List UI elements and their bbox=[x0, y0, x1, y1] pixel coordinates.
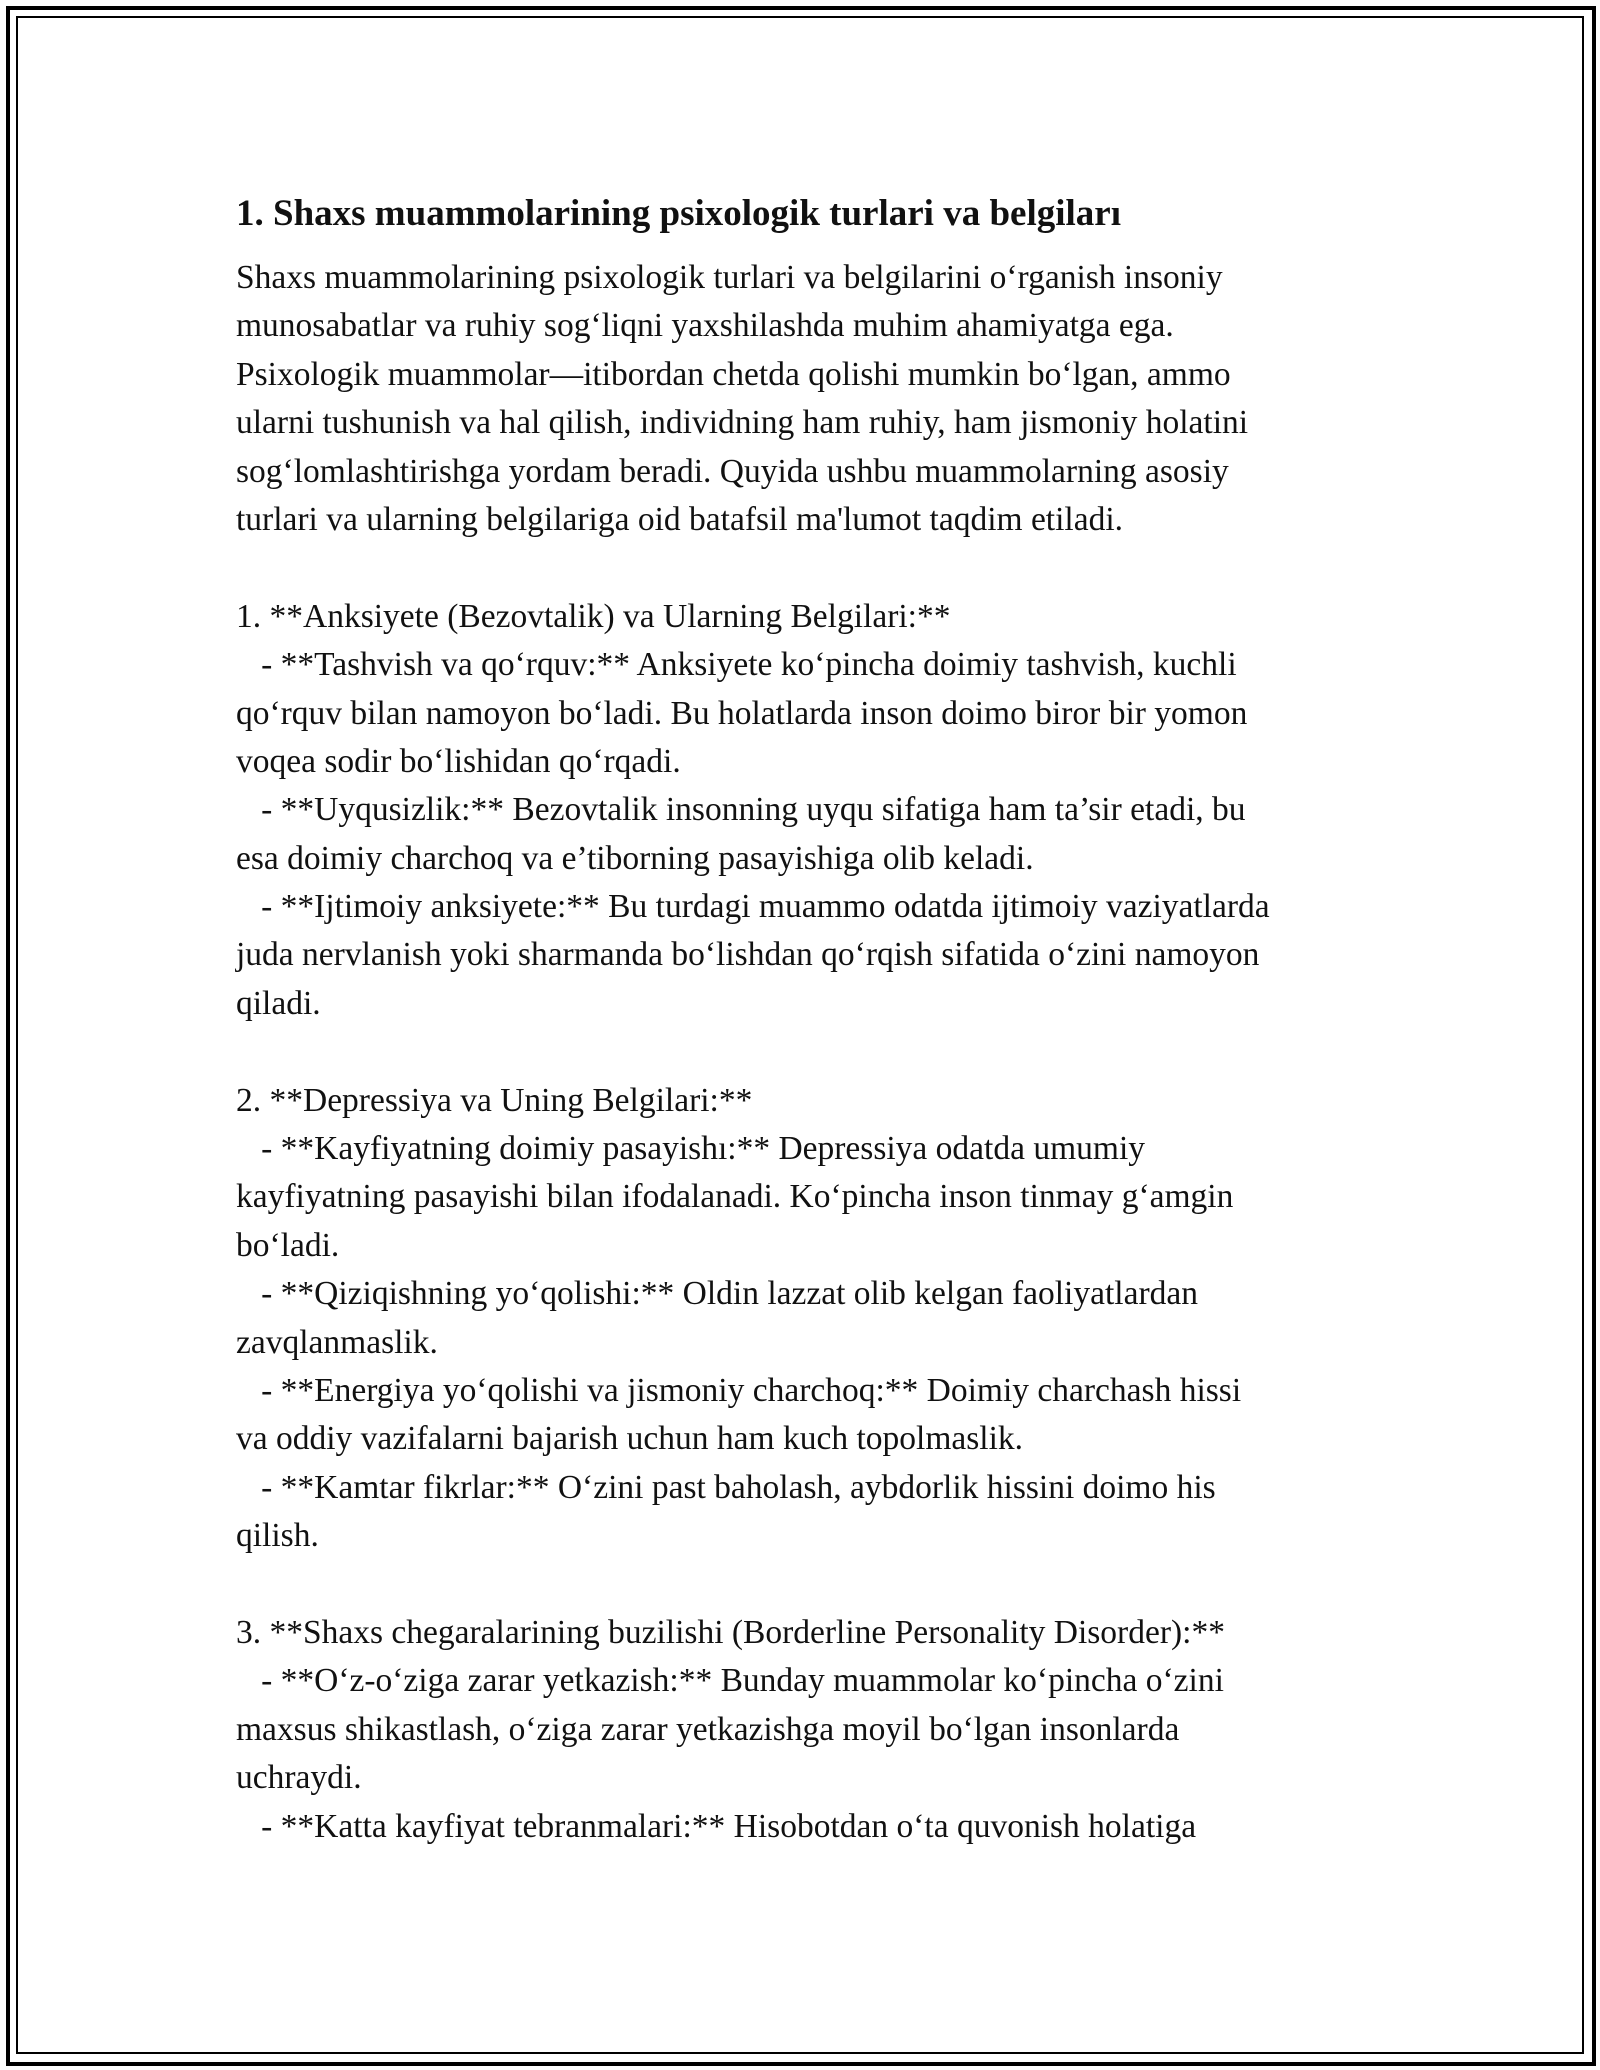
text-line: Shaxs muammolarining psixologik turlari va belgilarini oʻrganish insoniy bbox=[236, 259, 1223, 296]
text-line: - **Uyqusizlik:** Bezovtalik insonning uyqu sifatiga ham ta’sir etadi, bu bbox=[236, 791, 1246, 829]
text-line: voqea sodir boʻlishidan qoʻrqadi. bbox=[236, 742, 681, 780]
text-line: uchraydi. bbox=[236, 1759, 362, 1797]
text-line: munosabatlar va ruhiy sogʻliqni yaxshilashda muhim ahamiyatga ega. bbox=[236, 307, 1174, 345]
text-line: - **Tashvish va qoʻrquv:** Anksiyete koʻpincha doimiy tashvish, kuchli bbox=[236, 646, 1237, 684]
section-heading: 1. Shaxs muammolarining psixologik turlari va belgiları bbox=[236, 193, 1122, 234]
text-line: boʻladi. bbox=[236, 1226, 340, 1264]
body-text bbox=[236, 254, 1376, 1851]
text-line: esa doimiy charchoq va e’tiborning pasayishiga olib keladi. bbox=[236, 839, 1034, 877]
text-line: turlari va ularning belgilariga oid batafsil ma'lumot taqdim etiladi. bbox=[236, 500, 1124, 538]
text-line: - **Ijtimoiy anksiyete:** Bu turdagi muammo odatda ijtimoiy vaziyatlarda bbox=[236, 888, 1270, 926]
text-line: va oddiy vazifalarni bajarish uchun ham kuch topolmaslik. bbox=[236, 1420, 1024, 1458]
text-line: - **Katta kayfiyat tebranmalari:** Hisobotdan oʻta quvonish holatiga bbox=[236, 1807, 1197, 1845]
text-line: - **Qiziqishning yoʻqolishi:** Oldin lazzat olib kelgan faoliyatlardan bbox=[236, 1275, 1198, 1313]
text-line: sogʻlomlashtirishga yordam beradi. Quyida ushbu muammolarning asosiy bbox=[236, 452, 1229, 490]
text-line: juda nervlanish yoki sharmanda boʻlishdan qoʻrqish sifatida oʻzini namoyon bbox=[236, 936, 1260, 974]
document-body bbox=[236, 186, 1376, 1851]
list-item-heading: 2. **Depressiya va Uning Belgilari:** bbox=[236, 1081, 753, 1119]
blank-line bbox=[236, 544, 1376, 592]
text-line: qoʻrquv bilan namoyon boʻladi. Bu holatlarda inson doimo biror bir yomon bbox=[236, 694, 1248, 732]
text-line: Psixologik muammolar—itibordan chetda qolishi mumkin boʻlgan, ammo bbox=[236, 355, 1231, 393]
text-line: kayfiyatning pasayishi bilan ifodalanadi. Koʻpincha inson tinmay gʻamgin bbox=[236, 1178, 1234, 1216]
text-line: qilish. bbox=[236, 1517, 319, 1555]
text-line: - **Energiya yoʻqolishi va jismoniy charchoq:** Doimiy charchash hissi bbox=[236, 1371, 1242, 1409]
list-item-heading: 1. **Anksiyete (Bezovtalik) va Ularning Belgilari:** bbox=[236, 597, 951, 635]
blank-line bbox=[236, 1561, 1376, 1609]
text-line: ularni tushunish va hal qilish, individning ham ruhiy, ham jismoniy holatini bbox=[236, 404, 1249, 442]
text-line: - **Kayfiyatning doimiy pasayishı:** Depressiya odatda umumiy bbox=[236, 1130, 1145, 1168]
text-line: - **Kamtar fikrlar:** Oʻzini past baholash, aybdorlik hissini doimo his bbox=[236, 1468, 1216, 1506]
list-item-heading: 3. **Shaxs chegaralarining buzilishi (Borderline Personality Disorder):** bbox=[236, 1613, 1225, 1651]
text-line: qiladi. bbox=[236, 984, 321, 1022]
text-line: - **Oʻz-oʻziga zarar yetkazish:** Bunday muammolar koʻpincha oʻzini bbox=[236, 1662, 1224, 1700]
blank-line bbox=[236, 1028, 1376, 1076]
text-line: maxsus shikastlash, oʻziga zarar yetkazishga moyil boʻlgan insonlarda bbox=[236, 1710, 1180, 1748]
text-line: zavqlanmaslik. bbox=[236, 1323, 438, 1361]
